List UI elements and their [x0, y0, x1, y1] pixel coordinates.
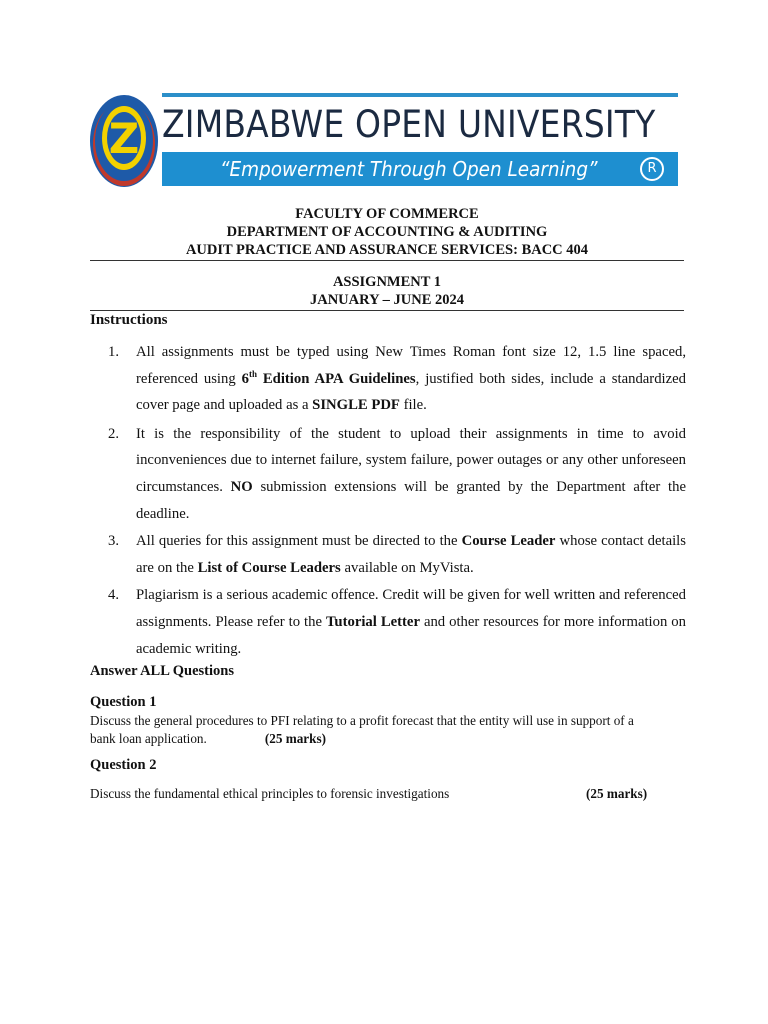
- instruction-item: [108, 582, 686, 662]
- header-divider: [90, 260, 684, 261]
- instruction-text: It is the responsibility of the student to upload their assignments in time to avoid inconveniences due to internet failure, system failure, power outages or any other unforeseen circumstances. NO submission extensions will be granted by the Department after the deadline.: [136, 425, 686, 522]
- zou-emblem-icon: [88, 92, 160, 190]
- assignment-title: ASSIGNMENT 1: [332, 274, 442, 290]
- answer-all-heading: Answer ALL Questions: [90, 663, 234, 679]
- course-title: AUDIT PRACTICE AND ASSURANCE SERVICES: BACC 404: [185, 242, 589, 258]
- question-1-heading: Question 1: [90, 694, 157, 710]
- instruction-item: [108, 528, 686, 581]
- instruction-text: All queries for this assignment must be directed to the Course Leader whose contact details are on the List of Course Leaders available on MyVista.: [136, 533, 686, 576]
- logo-top-bar: [162, 93, 678, 97]
- question-2-heading: Question 2: [90, 757, 157, 773]
- instruction-text: Plagiarism is a serious academic offence. Credit will be given for well written and referenced assignments. Please refer to the Tutorial Letter and other resources for more information on academic writing.: [136, 587, 686, 657]
- faculty-title: FACULTY OF COMMERCE: [295, 206, 479, 222]
- instruction-number: 2.: [108, 425, 120, 442]
- question-1-text: [90, 712, 680, 748]
- question-1-line-1: Discuss the general procedures to PFI relating to a profit forecast that the entity will use in support of a: [90, 713, 634, 728]
- question-2-text: [90, 785, 680, 803]
- university-name: ZIMBABWE OPEN UNIVERSITY: [162, 102, 656, 146]
- university-logo-banner: [88, 92, 680, 190]
- registered-mark-icon: R: [640, 157, 664, 181]
- instructions-heading: Instructions: [90, 312, 168, 328]
- question-2-marks: (25 marks): [586, 786, 648, 801]
- assignment-divider: [90, 310, 684, 311]
- instruction-number: 4.: [108, 587, 120, 604]
- instruction-number: 1.: [108, 344, 120, 360]
- emblem-letter: Z: [108, 114, 140, 163]
- tagline-band: [162, 152, 678, 186]
- department-title: DEPARTMENT OF ACCOUNTING & AUDITING: [226, 224, 548, 240]
- question-1-marks: (25 marks): [264, 731, 326, 746]
- instruction-item: [108, 421, 686, 527]
- question-2-line: Discuss the fundamental ethical principles to forensic investigations: [90, 786, 450, 801]
- question-1-line-2: bank loan application. (25 marks): [90, 731, 326, 746]
- instructions-list: [108, 339, 686, 662]
- instruction-number: 3.: [108, 533, 120, 550]
- instruction-item: [108, 339, 686, 419]
- assignment-period: JANUARY – JUNE 2024: [309, 292, 465, 308]
- instruction-text: All assignments must be typed using New Times Roman font size 12, 1.5 line spaced, referenced using 6th Edition APA Guidelines, justified both sides, include a standardized cover page and uploaded as a SINGLE PDF file.: [136, 344, 686, 414]
- university-tagline: “Empowerment Through Open Learning”: [220, 157, 598, 181]
